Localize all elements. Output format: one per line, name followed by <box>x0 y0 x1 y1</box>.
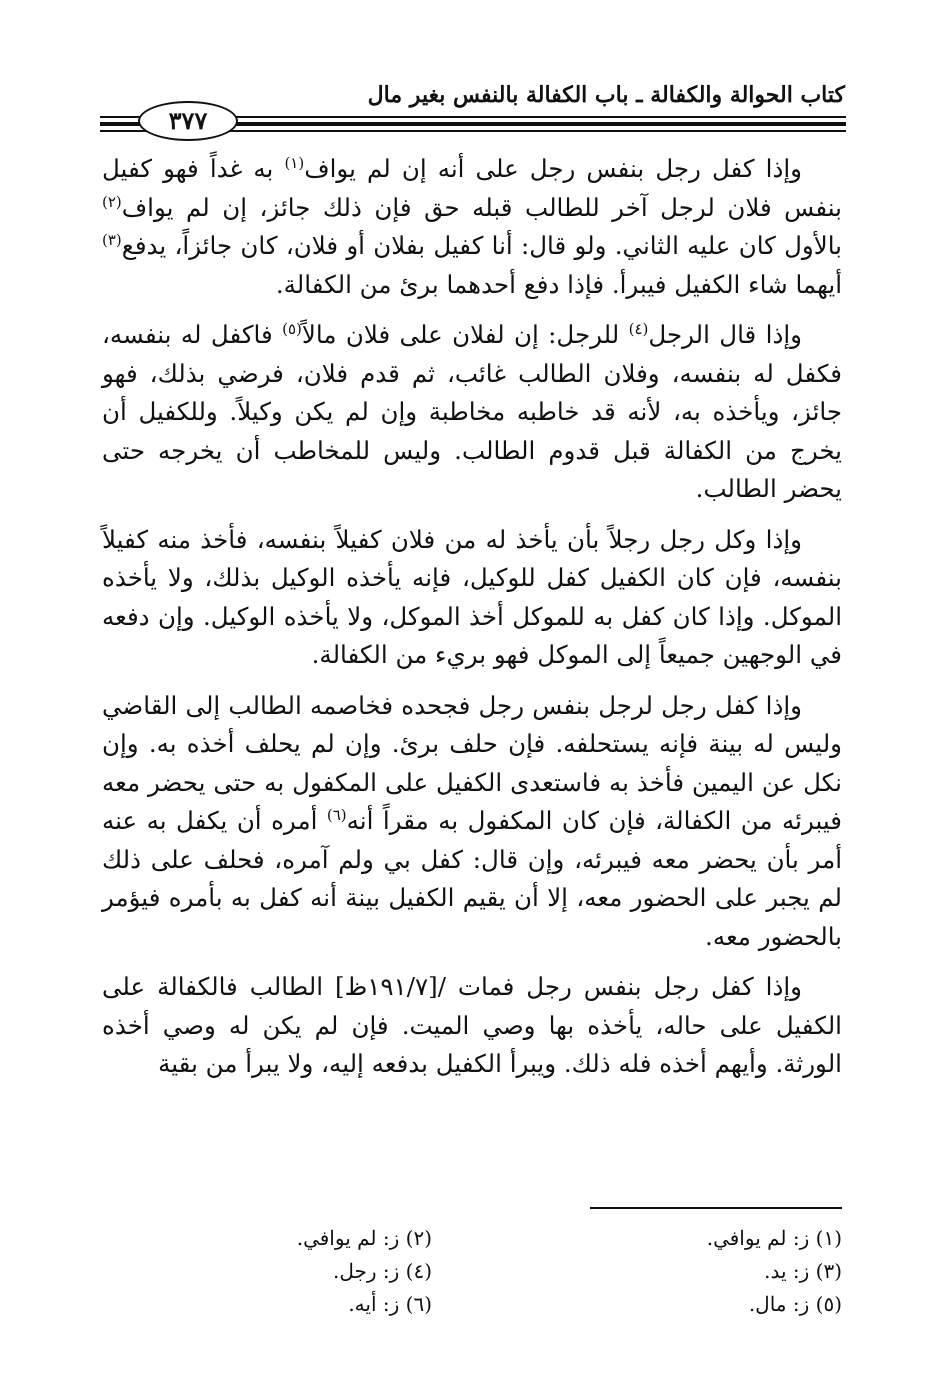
paragraph-4 <box>102 687 842 957</box>
footnote-2: (٢) ز: لم يوافي. <box>296 1226 432 1250</box>
text-run: وإذا كفل رجل بنفس رجل على أنه إن لم يواف <box>304 154 802 183</box>
paragraph-5 <box>102 968 842 1084</box>
text-run: وإذا قال الرجل <box>648 320 803 349</box>
text-run: به غداً فهو كفيل بنفس فلان لرجل آخر للطالب قبله حق فإن ذلك جائز، إن لم يواف <box>102 154 842 222</box>
text-run: أيهما شاء الكفيل فيبرأ. فإذا دفع أحدهما برئ من الكفالة. <box>275 269 842 299</box>
text-run: فاكفل له بنفسه، فكفل له بنفسه، وفلان الطالب غائب، ثم قدم فلان، فرضي بذلك، فهو جائز، ويأخذه به، لأنه قد خاطبه مخاطبة وإن لم يكن وكيلاً. وللكفيل أن يخرج من الكفالة قبل قدوم الطالب. وليس للمخاطب أن يخرجه حتى يحضر الطالب. <box>102 320 842 503</box>
footnotes-left-column <box>102 1222 432 1321</box>
footnote-1: (١) ز: لم يوافي. <box>706 1226 842 1250</box>
text-run: وإذا كفل رجل بنفس رجل فمات /[١٩١/٧ظ] الطالب فالكفالة على الكفيل على حاله، يأخذه بها وصي الميت. فإن لم يكن له وصي أخذه الورثة. وأيهم أخذه فله ذلك. ويبرأ الكفيل بدفعه إليه، ولا يبرأ من بقية <box>102 972 842 1078</box>
footnotes-right-column <box>512 1222 842 1321</box>
footnote-ref-2[interactable]: (٢) <box>102 192 122 211</box>
text-run: أمره أن يكفل به عنه أمر بأن يحضر معه فيبرئه، وإن قال: كفل بي ولم آمره، فحلف على ذلك لم يجبر على الحضور معه، إلا أن يقيم الكفيل بينة أنه كفل به بأمره فيؤمر بالحضور معه. <box>102 806 842 951</box>
text-run: وإذا كفل رجل لرجل بنفس رجل فجحده فخاصمه الطالب إلى القاضي وليس له بينة فإنه يستحلفه. فإن حلف برئ. وإن لم يحلف أخذه به. وإن نكل عن اليمين فأخذ به فاستعدى الكفيل على المكفول به حتى يحضر معه فيبرئه من الكفالة، فإن كان المكفول به مقراً أنه <box>102 690 842 835</box>
paragraph-1 <box>102 150 842 304</box>
text-run: بالأول كان عليه الثاني. ولو قال: أنا كفيل بفلان أو فلان، كان جائزاً، يدفع <box>121 231 842 260</box>
footnote-ref-3[interactable]: (٣) <box>102 230 122 249</box>
footnote-3: (٣) ز: يد. <box>764 1259 842 1283</box>
footnote-4: (٤) ز: رجل. <box>332 1259 432 1283</box>
main-text <box>102 150 842 1096</box>
footnote-ref-5[interactable]: (٥) <box>282 319 302 338</box>
running-title: كتاب الحوالة والكفالة ـ باب الكفالة بالنفس بغير مال <box>367 82 845 108</box>
footnote-5: (٥) ز: مال. <box>748 1292 842 1316</box>
footnote-6: (٦) ز: أيه. <box>348 1292 432 1316</box>
footnote-ref-6[interactable]: (٦) <box>326 805 347 824</box>
text-run: وإذا وكل رجل رجلاً بأن يأخذ له من فلان كفيلاً بنفسه، فأخذ منه كفيلاً بنفسه، فإن كان الكفيل كفل للوكيل، فإنه يأخذه الوكيل بذلك، ولا يأخذه الموكل. وإذا كان كفل به للموكل أخذ الموكل، ولا يأخذه الوكيل. وإن دفعه في الوجهين جميعاً إلى الموكل فهو بريء من الكفالة. <box>102 524 842 669</box>
paragraph-2 <box>102 316 842 509</box>
footnote-separator <box>590 1207 842 1209</box>
footnote-ref-4[interactable]: (٤) <box>628 319 649 338</box>
text-run: للرجل: إن لفلان على فلان مالاً <box>301 320 629 349</box>
paragraph-3 <box>102 521 842 675</box>
page-number: ٣٧٧ <box>138 101 238 141</box>
footnote-ref-1[interactable]: (١) <box>284 153 305 172</box>
